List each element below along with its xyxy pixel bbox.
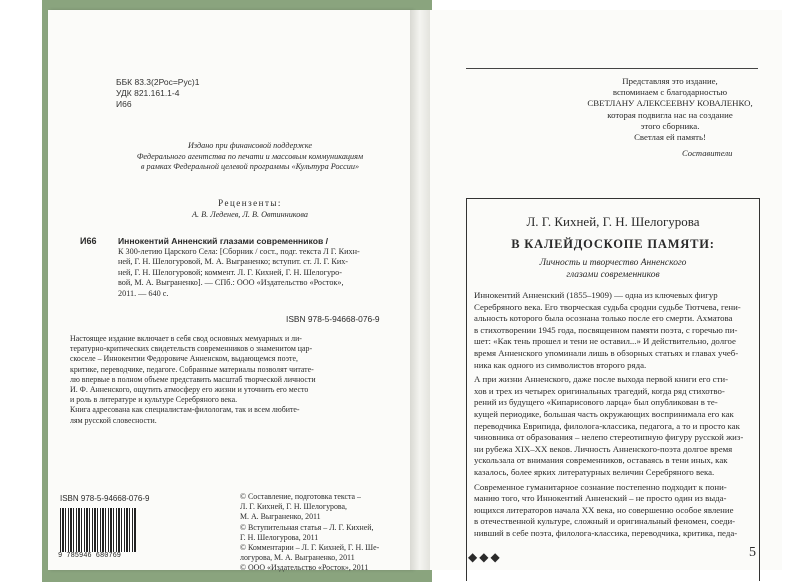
catalog-line: К 300-летию Царского Села: [Сборник / сост., подг. текста Л Г. Кихн-	[118, 246, 360, 256]
annotation-line: Настоящее издание включает в себя свод основных мемуарных и ли-	[70, 334, 302, 343]
copyright-line: логурова, М. А. Выграненко, 2011	[240, 553, 355, 563]
chapter-authors: Л. Г. Кихней, Г. Н. Шелогурова	[526, 214, 700, 229]
udk-line: УДК 821.161.1-4	[116, 88, 180, 98]
paragraph-line: казалось, более ярких литературных величин Серебряного века.	[474, 466, 715, 477]
paragraph-line: ускользала от внимания современников, оставаясь в тени иных, как	[474, 455, 728, 466]
catalog-line: 2011. — 640 с.	[118, 288, 169, 298]
copyright-line: © Комментарии – Л. Г. Кихней, Г. Н. Ше-	[240, 543, 380, 553]
paragraph-line: переводчика Еврипида, филолога-классика, педагога, а то и просто как	[474, 420, 740, 431]
page-number: 5	[749, 545, 756, 560]
copyright-line: М. А. Выграненко, 2011	[240, 512, 321, 522]
ornament-icon: ◆◆◆	[468, 550, 502, 564]
paragraph-line: шет: «Как тень прошел и тени не оставил...» И действительно, долгое	[474, 336, 736, 347]
subtitle-line: глазами современников	[566, 270, 660, 280]
annotation-line: тературно-критических свидетельств современников о знаменитом цар-	[70, 344, 313, 354]
catalog-line: ней, Г. Н. Шелогуровой; коммент. Л. Г. Кихней, Г. Н. Шелогуро-	[118, 267, 342, 277]
dedication-line: которая подвигла нас на создание	[607, 109, 733, 120]
paragraph-line: в стихотворении 1945 года, посвященном памяти поэта, с горечью пи-	[474, 324, 738, 335]
index-line: И66	[116, 99, 132, 109]
paragraph-line: хов и трех из четырех оригинальных трагедий, когда ряд стихотво-	[474, 385, 725, 396]
funding-line: в рамках Федеральной целевой программы «Культура России»	[140, 162, 360, 172]
dedication-line: этого сборника.	[640, 120, 700, 131]
funding-line: Издано при финансовой поддержке	[188, 141, 312, 150]
annotation-line: скоселе – Иннокентии Федоровиче Анненском, выдающемся поэте,	[70, 354, 298, 364]
catalog-line: ней, Г. Н. Шелогуровой, М. А. Выграненко; вступит. ст. Л. Г. Ких-	[118, 257, 349, 267]
paragraph-line: ника как одного из символистов второго ряда.	[474, 359, 647, 370]
subtitle-line: Личность и творчество Анненского	[539, 258, 687, 268]
catalog-line: вой, М. А. Выграненко]. — СПб.: ООО «Издательство «Росток»,	[118, 278, 344, 288]
paragraph-line: рений из будущего «Кипарисового ларца» был опубликован в те-	[474, 397, 718, 408]
chapter-title: В КАЛЕЙДОСКОПЕ ПАМЯТИ:	[511, 237, 715, 251]
dedication-signature: Составители	[682, 148, 733, 158]
paragraph-line: чиновника от образования – нелепо стереотипную фигуру русской жиз-	[474, 432, 744, 443]
annotation-line: И. Ф. Анненского, ощутить атмосферу его жизни и уточнить его место	[70, 385, 309, 395]
dedication	[560, 76, 780, 143]
catalog-code: И66	[80, 236, 97, 246]
paragraph-line: Современное гуманитарное сознание постепенно подходит к пони-	[474, 481, 727, 492]
catalog-entry	[118, 236, 360, 300]
copyright-line: Г. Н. Шелогурова, 2011	[240, 532, 319, 542]
isbn-bottom: ISBN 978-5-94668-076-9	[60, 494, 150, 503]
barcode-digits: 9 785946 680769	[58, 552, 122, 560]
paragraph-line: кущей периодике, большая часть окружающих воспринимала его как	[474, 408, 734, 419]
dedication-line: вспоминаем с благодарностью	[612, 87, 728, 98]
paragraph-line: время Анненского упоминали лишь в обзорных статьях и главах учеб-	[474, 347, 739, 358]
book-gutter	[410, 10, 432, 570]
dedication-line: Представляя это издание,	[622, 76, 718, 86]
annotation-line: и роль в литературе и культуре Серебряного века.	[70, 395, 238, 405]
annotation	[70, 334, 316, 426]
bbk-line: ББК 83.3(2Рос=Рус)1	[116, 77, 200, 87]
annotation-line: Книга адресована как специалистам-филологам, так и всем любите-	[70, 405, 300, 415]
barcode-image	[60, 508, 136, 552]
reviewers-label: Рецензенты:	[218, 198, 282, 208]
dedication-name: СВЕТЛАНУ АЛЕКСЕЕВНУ КОВАЛЕНКО,	[587, 98, 753, 109]
paragraph-line: Серебряного века. Его творческая судьба сродни судьбе Тютчева, гени-	[474, 301, 741, 312]
paragraph-line: А при жизни Анненского, даже после выхода первой книги его сти-	[474, 374, 729, 385]
funding-line: Федерального агентства по печати и массовым коммуникациям	[136, 151, 364, 161]
paragraph-line: в отечественной культуре, сложный и оригинальный феномен, соеди-	[474, 516, 736, 527]
catalog-title: Иннокентий Анненский глазами современников /	[118, 236, 329, 246]
dedication-line: Светлая ей память!	[634, 132, 706, 143]
paragraph-line: ни рубежа XIX–XX веков. Личность Анненского-поэта долгое время	[474, 443, 733, 454]
chapter-subtitle	[466, 257, 760, 281]
annotation-line: лям русской словесности.	[70, 415, 157, 425]
paragraph-line: альность которого была осознана только после его смерти. Ахматова	[474, 313, 733, 324]
paragraph-line: манию того, что Иннокентий Анненский – не просто один из выда-	[474, 493, 727, 504]
paragraph-line: Иннокентий Анненский (1855–1909) — одна из ключевых фигур	[474, 290, 718, 300]
annotation-line: лю впервые в полном объеме представить масштаб творческой личности	[70, 374, 316, 384]
copyright-block	[240, 492, 379, 574]
bbk-block	[116, 77, 199, 110]
reviewers-names: А. В. Леденев, Л. В. Овтинникова	[191, 210, 308, 219]
isbn-top: ISBN 978-5-94668-076-9	[286, 314, 380, 324]
funding-note	[100, 141, 400, 173]
copyright-line: © Составление, подготовка текста –	[240, 492, 361, 501]
annotation-line: критике, переводчике, педагоге. Собранные материалы позволят читате-	[70, 364, 314, 374]
copyright-line: © ООО «Издательство «Росток», 2011	[240, 563, 369, 573]
paragraph-line: ющихся литераторов начала XX века, но совершенно особое явление	[474, 504, 734, 515]
copyright-line: © Вступительная статья – Л. Г. Кихней,	[240, 522, 374, 532]
chapter-body	[474, 290, 743, 539]
copyright-line: Л. Г. Кихней, Г. Н. Шелогурова,	[240, 502, 348, 512]
top-rule	[466, 68, 758, 69]
paragraph-line: нивший в себе поэта, филолога-классика, переводчика, критика, педа-	[474, 527, 738, 538]
